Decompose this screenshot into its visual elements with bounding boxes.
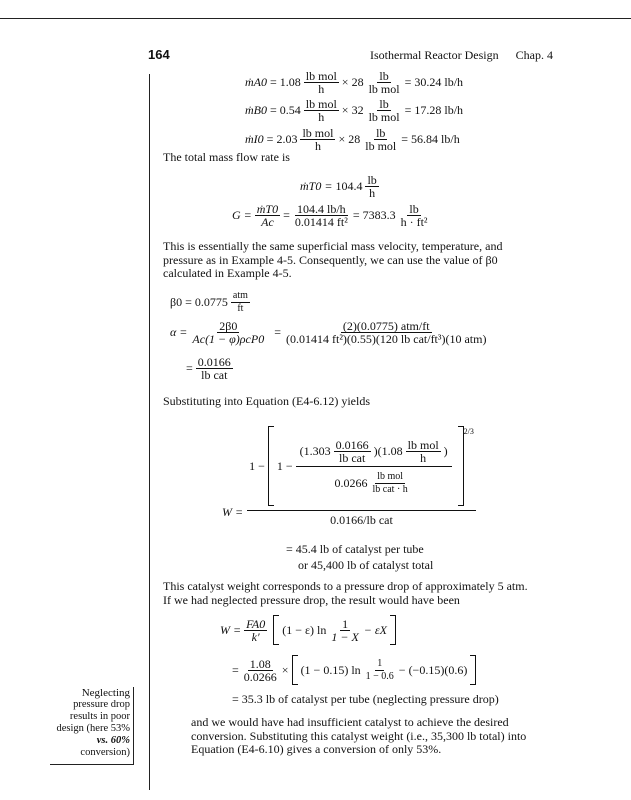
paragraph-2: Substituting into Equation (E4-6.12) yields <box>163 394 370 408</box>
running-title <box>370 48 553 63</box>
equation-W-no-pressure <box>220 615 396 645</box>
bracket-right <box>458 426 464 506</box>
beta-lhs: β0 = 0.0775 <box>170 295 228 309</box>
mass-coef: 2.03 <box>276 132 298 146</box>
W1-t2: 1.08 <box>381 444 403 458</box>
bracket-left <box>268 426 274 506</box>
chapter-label: Chap. 4 <box>515 48 553 62</box>
mass-coef: 0.54 <box>279 103 301 117</box>
W2-ln-num: 1 <box>342 616 349 631</box>
margin-bar <box>149 74 150 790</box>
note-line: results in poor <box>69 711 130 722</box>
equation-W-numeric <box>232 655 476 685</box>
alpha-lhs: α = <box>170 325 188 339</box>
mass-result: = 30.24 lb/h <box>404 75 464 89</box>
W1-one: 1 − <box>249 459 265 473</box>
W2-lhs: W = <box>220 622 242 637</box>
W2-term1: (1 − ε) ln <box>282 622 327 637</box>
equation-G <box>232 203 433 228</box>
W2b-ln-den: 1 − 0.6 <box>365 670 394 682</box>
equation-beta <box>170 290 253 315</box>
mT0-value: 104.4 <box>335 179 363 193</box>
alpha-f1-den: Ac(1 − φ)ρcP0 <box>192 332 265 346</box>
G-lhs: G = <box>232 208 252 222</box>
unit-num: atm <box>232 290 248 301</box>
paragraph-3: This catalyst weight corresponds to a pressure drop of approximately 5 atm. If we had neglected pressure drop, the result would have been <box>163 579 528 607</box>
top-rule <box>0 18 631 19</box>
W1-result-1: = 45.4 lb of catalyst per tube <box>286 542 424 556</box>
unit-num: lb mol <box>302 126 334 140</box>
W1-t1-num: 0.0166 <box>335 437 369 452</box>
total-mass-text: The total mass flow rate is <box>163 150 290 164</box>
W1-result-2: or 45,400 lb of catalyst total <box>298 558 434 572</box>
W2-result: = 35.3 lb of catalyst per tube (neglecting pressure drop) <box>232 692 499 706</box>
note-line: vs. 60% <box>96 735 130 746</box>
note-line: conversion) <box>80 747 130 758</box>
mass-mw: × 32 <box>341 103 364 117</box>
unit-den: h <box>369 186 376 200</box>
W2b-f-num: 1.08 <box>249 656 271 671</box>
mass-coef: 1.08 <box>279 75 301 89</box>
W2b-eq: = <box>232 662 239 677</box>
W1-exponent: 2/3 <box>463 427 474 436</box>
unit-den: lb mol <box>368 110 400 124</box>
unit-den: ft <box>237 303 244 314</box>
unit-num: lb <box>376 126 386 140</box>
paragraph-1: This is essentially the same superficial mass velocity, temperature, and pressure as in Example 4-5. Consequently, we can use the value of β0 calculated in Example 4-5. <box>163 239 503 280</box>
equation-mass-flow <box>245 127 460 152</box>
equation-mass-flow <box>245 98 463 123</box>
W2-f-num: FA0 <box>246 616 266 631</box>
running-title-text: Isothermal Reactor Design <box>370 48 499 62</box>
G-f2-num: 104.4 lb/h <box>297 202 346 216</box>
equation-mT0 <box>300 174 382 199</box>
note-line: design (here 53% <box>56 723 130 734</box>
alpha-f1-num: 2β0 <box>219 319 238 333</box>
W2-ln-den: 1 − X <box>331 629 359 644</box>
unit-den: h · ft² <box>400 215 428 229</box>
alpha-res-eq: = <box>186 361 193 375</box>
W2b-f-den: 0.0266 <box>243 669 277 684</box>
W2b-ln-num: 1 <box>377 657 383 669</box>
W2b-term1: (1 − 0.15) ln <box>300 662 361 677</box>
W2-f-den: k′ <box>251 629 260 644</box>
unit-den: lb mol <box>368 82 400 96</box>
mass-lhs: ṁB0 <box>245 103 267 117</box>
mass-lhs: ṁI0 <box>245 132 264 146</box>
equation-W-pressure: W = 1 − 1 − ( 1.303 $\frac{0.0166}{\text{lb cat}}$ )( 1.08 $\frac{\text{lb mol}}{h}$ ) 0.0266 $\frac{\text{lb mol}}{\text{lb cat · h}}$ $^{2/3}$ 0.0166/lb cat <box>222 427 474 527</box>
unit-num: lb <box>409 202 419 216</box>
bracket-right <box>470 655 476 685</box>
W1-den-den: lb cat · h <box>372 483 408 495</box>
equation-mass-flow <box>245 70 463 95</box>
W1-t2-num: lb mol <box>407 437 439 452</box>
page-number: 164 <box>148 47 170 62</box>
W2-term2: − εX <box>363 622 387 637</box>
equation-alpha-result <box>186 356 236 381</box>
mass-result: = 56.84 lb/h <box>401 132 460 146</box>
alpha-res-den: lb cat <box>201 368 228 382</box>
mass-eq: = <box>266 132 274 146</box>
W1-lhs: W = <box>222 505 244 519</box>
equation-alpha <box>170 320 491 345</box>
note-line: pressure drop <box>73 699 130 710</box>
W1-t1-den: lb cat <box>338 450 366 465</box>
alpha-f2-den: (0.01414 ft²)(0.55)(120 lb cat/ft³)(10 atm) <box>286 332 487 346</box>
W1-t1: 1.303 <box>303 444 331 458</box>
unit-den: h <box>314 139 321 153</box>
alpha-eq: = <box>274 325 281 339</box>
mass-eq: = <box>270 103 277 117</box>
W1-one2: 1 − <box>276 459 293 473</box>
unit-den: h <box>318 82 325 96</box>
W1-bottom: 0.0166/lb cat <box>330 513 393 527</box>
unit-num: lb <box>379 69 389 83</box>
paragraph-4: and we would have had insufficient catalyst to achieve the desired conversion. Substituting this catalyst weight (i.e., 35,300 lb total) into Equation (E4-6.10) gives a conversion of only 53%. <box>191 715 527 756</box>
G-f2-den: 0.01414 ft² <box>294 215 348 229</box>
unit-num: lb mol <box>305 97 337 111</box>
unit-num: lb <box>379 97 389 111</box>
unit-num: lb <box>367 173 377 187</box>
mass-result: = 17.28 lb/h <box>404 103 464 117</box>
G-f1-num: ṁT0 <box>256 202 279 216</box>
alpha-res-num: 0.0166 <box>197 355 231 369</box>
G-value: = 7383.3 <box>352 208 396 222</box>
W2b-term2: − (−0.15)(0.6) <box>398 662 468 677</box>
W1-t2-den: h <box>420 450 427 465</box>
mT0-lhs: ṁT0 = <box>300 179 333 193</box>
mass-mw: × 28 <box>341 75 364 89</box>
W1-den: 0.0266 <box>334 476 368 490</box>
alpha-f2-num: (2)(0.0775) atm/ft <box>342 319 430 333</box>
mass-eq: = <box>270 75 277 89</box>
bracket-left <box>273 615 279 645</box>
mass-lhs: ṁA0 <box>245 75 267 89</box>
margin-note <box>50 687 134 765</box>
unit-den: lb mol <box>365 139 397 153</box>
mass-mw: × 28 <box>338 132 361 146</box>
unit-num: lb mol <box>305 69 337 83</box>
W1-den-num: lb mol <box>377 470 404 482</box>
bracket-left <box>292 655 298 685</box>
G-eq: = <box>283 208 290 222</box>
note-line: Neglecting <box>81 687 130 699</box>
bracket-right <box>390 615 396 645</box>
unit-den: h <box>318 110 325 124</box>
W2b-times: × <box>281 662 289 677</box>
G-f1-den: Ac <box>261 215 274 229</box>
